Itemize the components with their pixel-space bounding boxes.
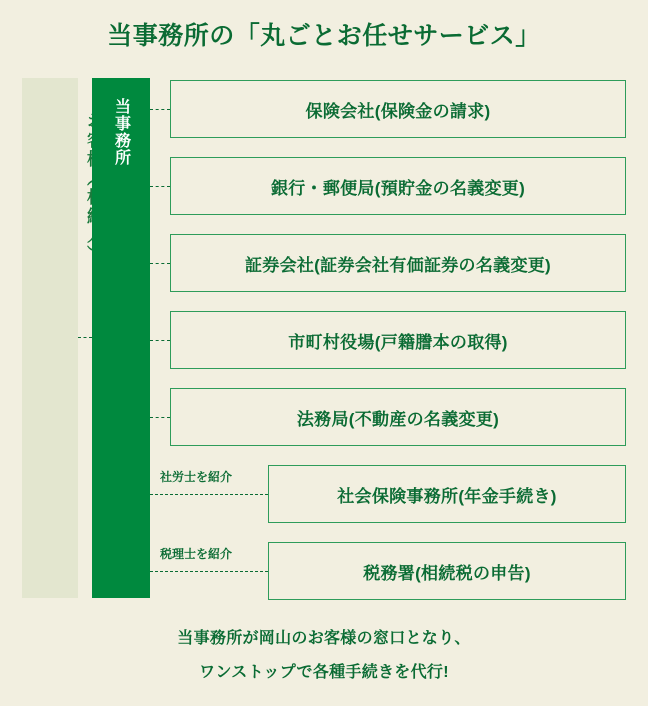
service-box-label: 銀行・郵便局(預貯金の名義変更) xyxy=(270,178,526,198)
service-box-label: 税務署(相続税の申告) xyxy=(363,563,531,583)
connector-label-7: 税理士を紹介 xyxy=(160,547,233,561)
connector-2 xyxy=(150,186,170,187)
service-box-city-office xyxy=(170,311,626,369)
connector-6 xyxy=(150,494,268,495)
connector-4 xyxy=(150,340,170,341)
footer xyxy=(0,622,648,690)
office-column-label: 当事務所 xyxy=(112,98,130,166)
service-box-securities xyxy=(170,234,626,292)
connector-5 xyxy=(150,417,170,418)
client-column xyxy=(22,78,78,598)
service-box-label: 市町村役場(戸籍謄本の取得) xyxy=(288,332,508,352)
service-box-tax-office xyxy=(268,542,626,600)
connector-7 xyxy=(150,571,268,572)
office-column-label-wrap xyxy=(110,98,133,166)
client-to-office-connector xyxy=(78,337,92,338)
connector-3 xyxy=(150,263,170,264)
connector-1 xyxy=(150,109,170,110)
service-box-label: 社会保険事務所(年金手続き) xyxy=(337,486,557,506)
service-box-label: 証券会社(証券会社有価証券の名義変更) xyxy=(244,255,552,275)
service-box-label: 保険会社(保険金の請求) xyxy=(305,101,491,121)
connector-label-6: 社労士を紹介 xyxy=(160,470,233,484)
office-column xyxy=(92,78,150,598)
footer-line-1: 当事務所が岡山のお客様の窓口となり、 xyxy=(177,630,471,647)
service-box-legal-affairs xyxy=(170,388,626,446)
service-box-insurance xyxy=(170,80,626,138)
service-box-bank xyxy=(170,157,626,215)
service-box-label: 法務局(不動産の名義変更) xyxy=(296,409,500,429)
service-box-social-insurance xyxy=(268,465,626,523)
page-title: 当事務所の「丸ごとお任せサービス」 xyxy=(107,22,541,50)
footer-line-2: ワンストップで各種手続きを代行! xyxy=(199,664,449,681)
